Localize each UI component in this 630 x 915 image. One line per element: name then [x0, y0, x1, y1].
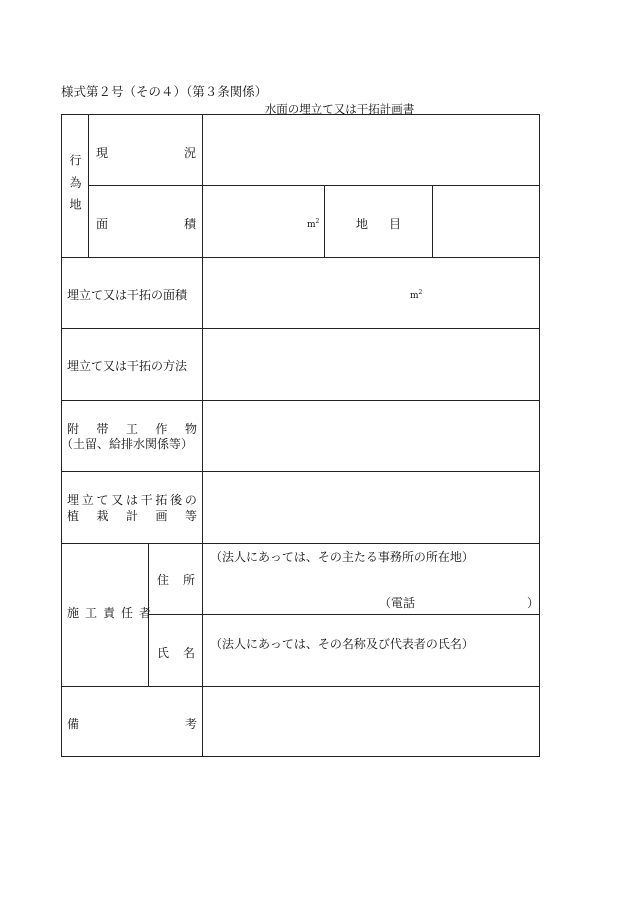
- form-number: 様式第２号（その４）（第３条関係）: [61, 84, 268, 99]
- area-label: 面 積: [96, 217, 196, 231]
- planting-plan-field[interactable]: [203, 472, 539, 543]
- reclamation-area-label: 埋立て又は干拓の面積: [67, 288, 188, 302]
- current-state-label: 現 況: [96, 146, 196, 160]
- reclamation-area-field[interactable]: [203, 258, 539, 328]
- remarks-label: 備 考: [67, 717, 197, 731]
- plan-form-table: [61, 114, 540, 757]
- planting-plan-label-line2: 植 栽 計 画 等: [67, 509, 197, 523]
- area-unit: $m^2$: [307, 218, 320, 230]
- reclamation-method-field[interactable]: [203, 329, 539, 400]
- contractor-name-label: 氏 名: [157, 646, 195, 660]
- contractor-address-note: （法人にあっては、その主たる事務所の所在地）: [210, 550, 474, 564]
- contractor-address-label: 住 所: [157, 573, 195, 587]
- land-category-field[interactable]: [433, 186, 539, 257]
- contractor-phone-close: ）: [527, 596, 540, 610]
- reclamation-area-unit: $m^2$: [410, 289, 423, 301]
- area-field[interactable]: [203, 186, 324, 257]
- remarks-field[interactable]: [203, 687, 539, 756]
- contractor-label: 施工責任者: [67, 606, 158, 620]
- land-category-label: 地 目: [356, 217, 401, 231]
- site-label: 行為地: [68, 154, 82, 220]
- ancillary-works-field[interactable]: [203, 401, 539, 471]
- reclamation-method-label: 埋立て又は干拓の方法: [67, 359, 188, 373]
- contractor-name-note: （法人にあっては、その名称及び代表者の氏名）: [210, 637, 474, 651]
- ancillary-works-note: （土留、給排水関係等）: [61, 437, 194, 451]
- current-state-field[interactable]: [203, 115, 539, 185]
- planting-plan-label-line1: 埋 立 て 又 は 干 拓 後 の: [67, 493, 197, 507]
- ancillary-works-label: 附 帯 工 作 物: [67, 422, 197, 436]
- contractor-phone-open: （電話: [379, 596, 416, 610]
- form-title: 水面の埋立て又は干拓計画書: [264, 102, 415, 116]
